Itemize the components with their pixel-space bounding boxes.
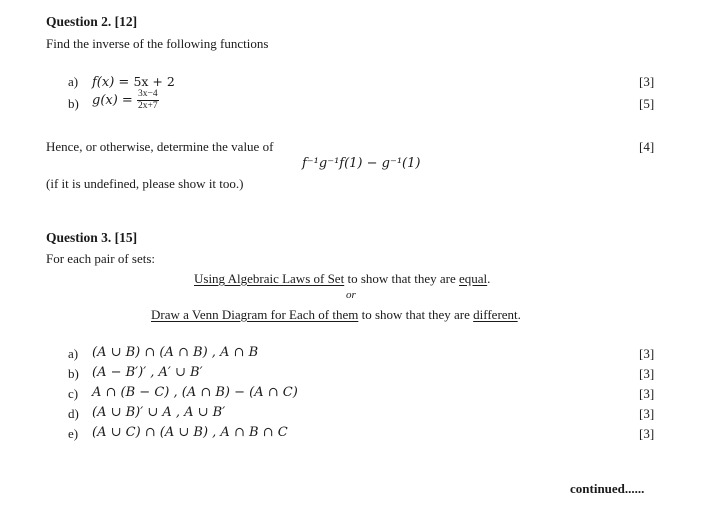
q2-item-b-lhs: g(x) =: [92, 93, 137, 108]
q2-item-a-rhs: 5x + 2: [133, 74, 175, 89]
q3-line1-mid: to show that they are: [344, 271, 460, 286]
q3-item-c-label: c): [68, 386, 79, 401]
q3-line1: [194, 271, 490, 287]
q3-line2-period: .: [517, 307, 521, 322]
q2-instruction: Find the inverse of the following functions: [46, 36, 269, 51]
continued-label: continued......: [570, 481, 645, 496]
q3-line2-different: different: [473, 307, 518, 322]
q2-item-b-label: b): [68, 96, 79, 111]
q3-line1-equal: equal: [459, 271, 488, 286]
q3-line1-period: .: [487, 271, 491, 286]
q3-item-c-expression: A ∩ (B − C) , (A ∩ B) − (A ∩ C): [92, 385, 298, 400]
q3-line2: [151, 307, 521, 323]
q2-expression: f⁻¹g⁻¹f(1) − g⁻¹(1): [302, 156, 421, 171]
q2-item-a-marks: [3]: [639, 74, 655, 89]
q2-hence-marks: [4]: [639, 139, 655, 154]
q3-or: or: [346, 289, 356, 301]
q3-item-e-expression: (A ∪ C) ∩ (A ∪ B) , A ∩ B ∩ C: [92, 425, 288, 440]
q3-instruction: For each pair of sets:: [46, 251, 156, 266]
q3-item-b-label: b): [68, 366, 79, 381]
q2-item-b-numerator: 3x−4: [137, 89, 158, 99]
q2-item-a-label: a): [68, 74, 79, 89]
q2-item-b-denominator: 2x+7: [137, 101, 158, 111]
q3-item-b-expression: (A − B′)′ , A′ ∪ B′: [92, 365, 203, 380]
q2-heading: Question 2. [12]: [46, 14, 138, 29]
q3-item-c-marks: [3]: [639, 386, 655, 401]
q3-item-b-marks: [3]: [639, 366, 655, 381]
q3-item-a-expression: (A ∪ B) ∩ (A ∩ B) , A ∩ B: [92, 345, 259, 360]
q3-heading: Question 3. [15]: [46, 230, 138, 245]
q3-item-a-marks: [3]: [639, 346, 655, 361]
q2-note: (if it is undefined, please show it too.): [46, 176, 244, 191]
q2-item-b-expression: [92, 89, 159, 112]
q3-item-d-marks: [3]: [639, 406, 655, 421]
q3-line1-underlined: Using Algebraic Laws of Set: [194, 271, 345, 286]
q2-item-b-marks: [5]: [639, 96, 655, 111]
q2-hence-text: Hence, or otherwise, determine the value of: [46, 139, 274, 154]
q3-item-e-label: e): [68, 426, 79, 441]
q3-item-e-marks: [3]: [639, 426, 655, 441]
q3-line2-mid: to show that they are: [358, 307, 474, 322]
q2-item-b-fraction: [137, 89, 159, 112]
q2-item-a-lhs: f(x) =: [92, 75, 134, 90]
q3-item-d-expression: (A ∪ B)′ ∪ A , A ∪ B′: [92, 405, 226, 420]
q3-item-a-label: a): [68, 346, 79, 361]
q3-line2-underlined: Draw a Venn Diagram for Each of them: [151, 307, 359, 322]
q3-item-d-label: d): [68, 406, 79, 421]
